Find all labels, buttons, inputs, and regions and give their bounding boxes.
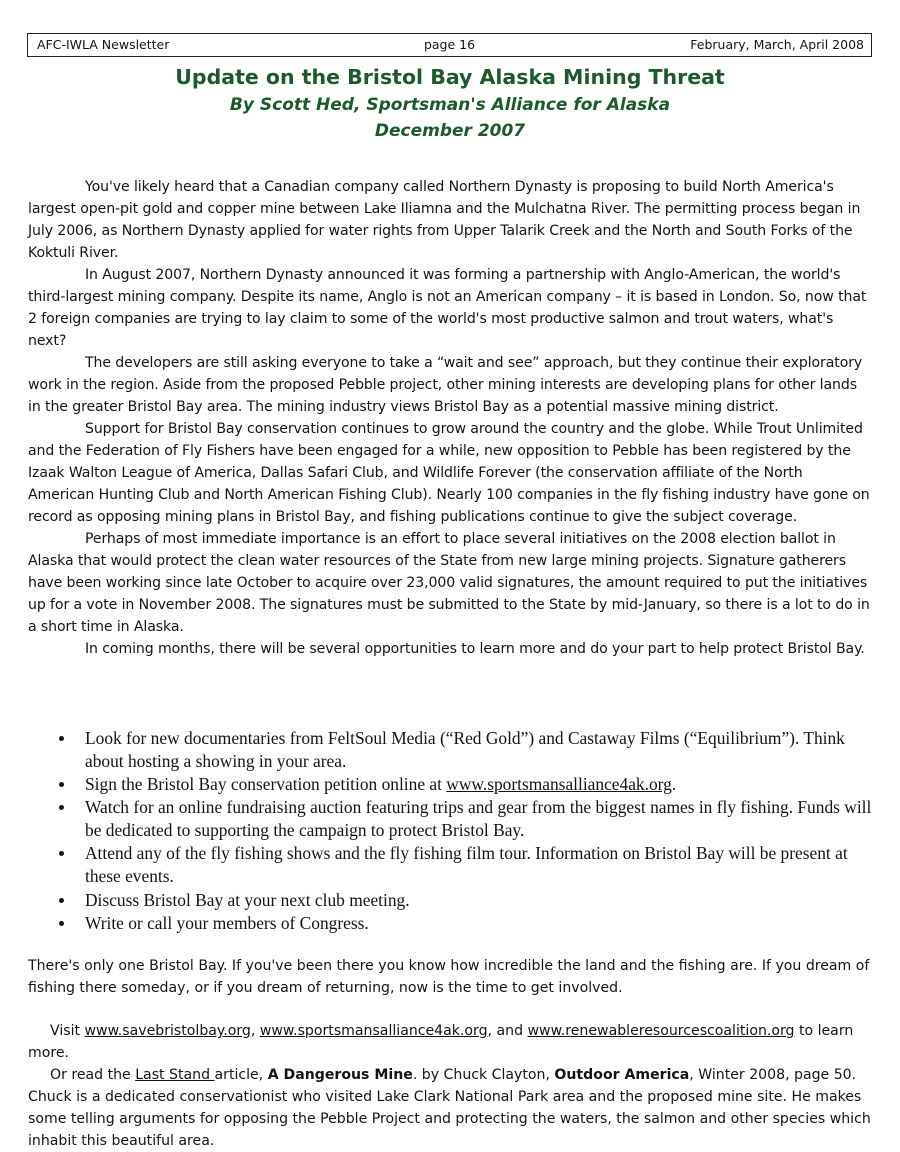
list-item: Write or call your members of Congress.: [56, 912, 876, 935]
article-heading: [0, 62, 900, 144]
newsletter-header: [27, 33, 872, 57]
article-reference-title: A Dangerous Mine: [267, 1067, 413, 1083]
readmore-mid: article,: [214, 1067, 268, 1083]
list-item-text: Sign the Bristol Bay conservation petition online at: [85, 774, 447, 795]
visit-paragraph: [28, 1020, 878, 1064]
paragraph: You've likely heard that a Canadian company called Northern Dynasty is proposing to build North America's largest open-pit gold and copper mine between Lake Iliamna and the Mulchatna River. The permitting process began in July 2006, as Northern Dynasty applied for water rights from Upper Talarik Creek and the North and South Forks of the Koktuli River.: [28, 179, 861, 261]
paragraph: In coming months, there will be several opportunities to learn more and do your part to help protect Bristol Bay.: [85, 641, 865, 657]
paragraph: Support for Bristol Bay conservation continues to grow around the country and the globe. While Trout Unlimited and the Federation of Fly Fishers have been engaged for a while, new opposition to Pebble has been registered by the Izaak Walton League of America, Dallas Safari Club, and Wildlife Forever (the conservation affiliate of the North American Hunting Club and North American Fishing Club). Nearly 100 companies in the fly fishing industry have gone on record as opposing mining plans in Bristol Bay, and fishing publications continue to give the subject coverage.: [28, 421, 870, 525]
savebristolbay-link[interactable]: www.savebristolbay.org: [84, 1023, 251, 1039]
readmore-mid: . by Chuck Clayton,: [412, 1067, 555, 1083]
list-item: [56, 773, 876, 796]
visit-sep: , and: [487, 1023, 528, 1039]
article-byline: By Scott Hed, Sportsman's Alliance for Alaska: [229, 95, 671, 115]
article-body: [28, 176, 870, 660]
page-number: page 16: [423, 37, 476, 52]
article-title: Update on the Bristol Bay Alaska Mining Threat: [175, 65, 725, 89]
list-item: Discuss Bristol Bay at your next club meeting.: [56, 889, 876, 912]
list-item: Attend any of the fly fishing shows and the fly fishing film tour. Information on Bristol Bay will be present at these events.: [56, 842, 876, 888]
list-item: Watch for an online fundraising auction featuring trips and gear from the biggest names in fly fishing. Funds will be dedicated to supporting the campaign to protect Bristol Bay.: [56, 796, 876, 842]
readmore-prefix: Or read the: [50, 1067, 136, 1083]
petition-link[interactable]: www.sportsmansalliance4ak.org: [446, 774, 672, 795]
visit-suffix: to learn more.: [28, 1023, 854, 1061]
paragraph: Perhaps of most immediate importance is an effort to place several initiatives on the 2008 election ballot in Alaska that would protect the clean water resources of the State from new large mining projects. Signature gatherers have been working since late October to acquire over 23,000 valid signatures, the amount required to put the initiatives up for a vote in November 2008. The signatures must be submitted to the State by mid-January, so there is a lot to do in a short time in Alaska.: [28, 531, 870, 635]
readmore-paragraph: [28, 1064, 878, 1152]
sportsmansalliance-link[interactable]: www.sportsmansalliance4ak.org: [259, 1023, 488, 1039]
visit-sep: ,: [250, 1023, 260, 1039]
action-list: [56, 727, 876, 935]
publication-name: Outdoor America: [554, 1067, 690, 1083]
paragraph: In August 2007, Northern Dynasty announced it was forming a partnership with Anglo-American, the world's third-largest mining company. Despite its name, Anglo is not an American company – it is based in London. So, now that 2 foreign companies are trying to lay claim to some of the world's most productive salmon and trout waters, what's next?: [28, 267, 867, 349]
issue-date: February, March, April 2008: [690, 37, 864, 52]
resources-section: [28, 1020, 878, 1152]
closing-paragraph: There's only one Bristol Bay. If you've been there you know how incredible the land and the fishing are. If you dream of fishing there someday, or if you dream of returning, now is the time to get involved.: [28, 958, 870, 996]
visit-prefix: Visit: [50, 1023, 85, 1039]
paragraph: The developers are still asking everyone to take a “wait and see” approach, but they continue their exploratory work in the region. Aside from the proposed Pebble project, other mining interests are developing plans for other lands in the greater Bristol Bay area. The mining industry views Bristol Bay as a potential massive mining district.: [28, 355, 863, 415]
article-date: December 2007: [374, 121, 526, 141]
closing-section: [28, 955, 873, 999]
renewableresources-link[interactable]: www.renewableresourcescoalition.org: [527, 1023, 795, 1039]
list-item: Look for new documentaries from FeltSoul Media (“Red Gold”) and Castaway Films (“Equilibrium”). Think about hosting a showing in your area.: [56, 727, 876, 773]
last-stand-link[interactable]: Last Stand: [135, 1067, 215, 1083]
newsletter-name: AFC-IWLA Newsletter: [37, 37, 170, 52]
readmore-rest: , Winter 2008, page 50. Chuck is a dedicated conservationist who visited Lake Clark National Park area and the proposed mine site. He makes some telling arguments for opposing the Pebble Project and protecting the waters, the salmon and other species which inhabit this beautiful area.: [28, 1067, 871, 1149]
list-item-text-end: .: [671, 774, 677, 795]
